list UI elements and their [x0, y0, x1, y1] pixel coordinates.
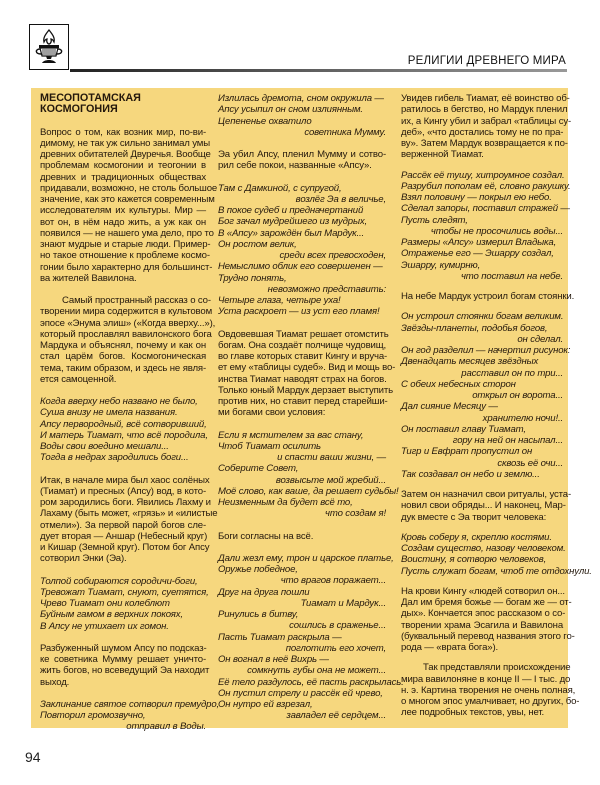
text-line: С обеих небесных сторон	[401, 378, 516, 390]
text-line: Дали жезл ему, трон и царское платье,	[218, 552, 394, 564]
paragraph	[401, 489, 572, 523]
text-line: о многом эпос умалчивает, но других, бо-	[401, 696, 580, 707]
text-line: советника Мумму.	[304, 126, 386, 138]
paragraph	[218, 328, 396, 419]
text-line: Тревожат Тиамат, снуют, суетятся,	[40, 586, 209, 598]
paragraph	[40, 642, 210, 688]
text-line: Так создавал он небо и землю...	[401, 468, 540, 480]
flaming-urn-icon	[33, 28, 65, 66]
text-line: мира вавилоняне в конце II — I тыс. до	[401, 673, 571, 685]
text-line: расставил он по три...	[461, 367, 563, 379]
text-line: сквозь её очи...	[497, 457, 563, 469]
column-1	[40, 92, 220, 744]
text-line: творении мира содержится в культовом	[40, 306, 213, 318]
text-line: Он ростом велик,	[218, 238, 297, 250]
text-line: Отраженье его — Эшарру создал,	[401, 248, 554, 260]
text-line: Буйным гамом в верхних покоях,	[40, 609, 183, 621]
verse-quote	[40, 575, 209, 632]
text-line: Чрево Тиамат они колеблют	[40, 598, 170, 609]
verse-quote	[40, 396, 206, 464]
paragraph	[401, 93, 572, 161]
text-line: Мардука и объяснял, почему и как он	[40, 340, 206, 351]
text-line: и Кишар (Земной круг). Потом бог Апсу	[40, 542, 210, 553]
text-line: Овдовевшая Тиамат решает отомстить	[218, 328, 389, 340]
paragraph	[401, 662, 580, 719]
section-logo	[29, 24, 69, 70]
text-line: димому, не так уж сильно занимал умы	[40, 137, 210, 149]
text-line: Излилась дремота, сном окружила —	[218, 93, 384, 104]
text-line: выход.	[40, 676, 70, 688]
text-line: Когда вверху небо названо не было,	[40, 396, 198, 407]
text-line: чтобы не просочились воды...	[430, 225, 563, 237]
header-rule	[70, 69, 567, 72]
text-line: И матерь Тиамат, что всё породила,	[40, 429, 208, 441]
text-line: знают мудрые и старые люди. Пример-	[40, 239, 211, 250]
text-line: ми богами свои условия:	[218, 407, 326, 419]
verse-quote	[218, 183, 386, 318]
text-line: гонии было характерно для большинст-	[40, 261, 213, 273]
text-line: Он год разделил — начертил рисунок:	[401, 345, 571, 356]
paragraph	[40, 295, 216, 385]
text-line: ва жителей Вавилона.	[40, 272, 137, 284]
text-line: ке советника Мумму решает уничто-	[40, 654, 206, 665]
paragraph	[218, 149, 386, 172]
text-line: их, а Кингу убил и забрал «таблицы су-	[401, 115, 572, 127]
text-line: Эшарру, кумирню,	[401, 259, 481, 271]
text-line: сотворил Энки (Эа).	[40, 553, 127, 565]
text-line: Кровь соберу я, скреплю костями.	[401, 531, 552, 543]
text-line: против них, но ставит перед старейши-	[218, 396, 388, 407]
text-line: деб», «что достались тому не по пра-	[401, 126, 564, 138]
text-line: во главе которых ставит Кингу и вруча-	[218, 351, 388, 362]
text-line: сошлись в сраженье...	[289, 620, 386, 632]
text-line: Эа убил Апсу, пленил Мумму и сотво-	[218, 149, 386, 160]
text-line: Он вогнал в неё Вихрь —	[218, 654, 329, 665]
text-line: лее подробных текстов, увы, нет.	[401, 707, 545, 719]
text-line: Увидев гибель Тиамат, её воинство об-	[401, 93, 570, 104]
text-line: Он устроил стоянки богам великим.	[401, 311, 564, 323]
text-line: Немыслимо облик его совершенен —	[218, 261, 383, 273]
text-line: Соберите Совет,	[218, 463, 299, 475]
section-heading	[40, 93, 206, 116]
text-line: что врагов поражает...	[280, 575, 386, 587]
text-line: гору на ней он насыпал...	[452, 435, 563, 446]
text-line: На крови Кингу «людей сотворил он...	[401, 585, 565, 597]
text-line: вот он, в нём надо жить, а уж как он	[40, 216, 206, 228]
text-line: Пусть следят,	[401, 214, 468, 226]
text-line: Затем он назначил свои ритуалы, уста-	[401, 489, 572, 500]
text-line: верженной Тиамат.	[401, 149, 484, 161]
verse-quote	[401, 531, 592, 577]
text-line: отмели»). За первой парой богов сле-	[40, 519, 206, 531]
running-title: РЕЛИГИИ ДРЕВНЕГО МИРА	[407, 55, 566, 67]
text-line: исследователям их культуры. Мир —	[40, 205, 206, 217]
text-line: хранителю ночи!..	[482, 412, 563, 424]
text-line: Её тело раздулось, её пасть раскрылась.	[218, 676, 404, 688]
text-line: Только юный Мардук дерзает выступить	[218, 384, 393, 396]
verse-quote	[218, 93, 386, 138]
text-line: Цепененье охватило	[218, 115, 312, 127]
text-line: Ринулись в битву,	[218, 609, 299, 620]
text-line: Он нутро ей взрезал,	[218, 699, 313, 710]
text-line: Итак, в начале мира был хаос солёных	[40, 474, 210, 486]
text-line: Апсу усыпил он сном излиянным.	[218, 104, 363, 116]
text-line: В Апсу не утихает их гомон.	[40, 620, 169, 632]
text-line: КОСМОГОНИЯ	[40, 103, 118, 116]
text-line: ратилось в бегство, но Мардук пленил	[401, 104, 568, 116]
text-line: рода — «врата бога»).	[401, 642, 498, 653]
paragraph	[40, 474, 218, 565]
text-line: рил себе покои, названные «Апсу».	[218, 160, 372, 172]
verse-quote	[218, 429, 399, 520]
text-line: проблемам космогонии и теогонии в	[40, 160, 206, 172]
text-line: невозможно представить:	[267, 283, 386, 295]
text-line: Друг на друга пошли	[218, 586, 310, 598]
text-line: ром зародились боги. Явились Лахму и	[40, 497, 211, 508]
text-line: Создам существо, назову человеком.	[401, 543, 566, 554]
text-line: Тиамат и Мардук...	[300, 597, 386, 609]
text-line: В покое судеб и предначертаний	[218, 205, 364, 216]
text-line: отправил в Воды.	[126, 721, 206, 733]
text-line: Размеры «Апсу» измерил Владыка,	[401, 237, 557, 248]
text-line: Дал сияние Месяцу —	[401, 401, 498, 413]
text-line: На небе Мардук устроил богам стоянки.	[401, 291, 575, 302]
text-line: Тогда в недрах зародились боги...	[40, 452, 189, 464]
text-line: Разрубил пополам её, словно ракушку.	[401, 180, 571, 192]
text-line: тема, таким образом, и здесь не явля-	[40, 362, 206, 374]
text-line: значение, как это кажется современным	[40, 194, 215, 205]
page-number: 94	[25, 749, 41, 765]
text-line: возвысьте мой жребий...	[275, 474, 386, 486]
text-line: который прославлял вавилонского бога	[40, 328, 212, 340]
text-line: среди всех превосходен,	[279, 250, 386, 261]
paragraph	[40, 126, 218, 285]
text-line: Неизменным да будет всё то,	[218, 497, 353, 508]
text-line: В «Апсу» зарождён был Мардук...	[218, 227, 365, 239]
text-line: и спасти ваши жизни, —	[277, 452, 386, 463]
text-line: но такое отношение к проблеме космо-	[40, 250, 210, 262]
text-line: Сделал запоры, поставил стражей —	[401, 203, 570, 215]
text-line: жить богов, но всеведущий Эа находит	[40, 665, 210, 677]
text-line: Тигр и Евфрат пропустил он	[401, 446, 533, 458]
text-line: Самый пространный рассказ о со-	[62, 295, 211, 306]
text-line: Двенадцать месяцев звёздных	[401, 356, 539, 368]
verse-quote	[401, 311, 571, 480]
text-line: Рассёк её тушу, хитроумное создал.	[401, 169, 565, 181]
text-line: древних и традиционных обществах	[40, 171, 206, 183]
text-line: Он поставил главу Тиамат,	[401, 423, 526, 435]
text-line: Если я мстителем за вас стану,	[218, 429, 364, 441]
text-line: Пасть Тиамат раскрыла —	[218, 631, 342, 643]
column-3	[401, 93, 592, 728]
column-2	[218, 93, 404, 733]
text-line: Воистину, я сотворю человеков,	[401, 554, 547, 566]
verse-quote	[218, 552, 404, 722]
text-line: Бог зачал мудрейшего из мудрых,	[218, 216, 368, 228]
text-line: творении храма Эсагила и Вавилона	[401, 619, 563, 631]
text-line: дует вторая — Аншар (Небесный круг)	[40, 530, 208, 542]
text-line: (буквальный перевод названия этого го-	[401, 630, 575, 642]
text-line: Дал им бремя божье — богам же — от-	[401, 597, 572, 608]
text-line: эпосе «Энума элиш» («Когда вверху...»),	[40, 317, 216, 329]
verse-quote	[40, 698, 220, 733]
text-line: Там с Дамкиной, с супругой,	[218, 182, 342, 194]
text-line: открыл он ворота...	[472, 390, 563, 401]
text-line: дук вместе с Эа творит человека:	[401, 511, 547, 523]
text-line: дых». Кончается эпос рассказом о со-	[401, 608, 566, 620]
text-line: Уста раскроет — из уст его пламя!	[218, 306, 380, 318]
text-line: ву». Затем Мардук возвращается к по-	[401, 138, 568, 149]
text-line: стал царём богов. Космогоническая	[40, 351, 206, 363]
text-line: появился — не нашего ума дело, про то	[40, 227, 214, 239]
text-line: богам. Она создаёт полчище чудовищ,	[218, 339, 386, 351]
text-line: Трудно понять,	[218, 272, 287, 284]
text-line: Заклинание святое сотворил премудро,	[40, 698, 220, 710]
text-line: что создам я!	[325, 508, 386, 520]
text-line: Толпой собираются сородичи-боги,	[40, 575, 198, 587]
text-line: поглотить его хочет,	[285, 642, 386, 654]
text-line: придавали, возможно, не столь большое	[40, 182, 218, 194]
text-line: Суша внизу не имела названия.	[40, 407, 178, 419]
text-line: Моё слово, как ваше, да решает судьбы!	[218, 485, 399, 497]
text-line: Взял половину — покрыл ею небо.	[401, 192, 552, 203]
text-line: сомкнуть губы она не может...	[247, 665, 386, 677]
text-line: МЕСОПОТАМСКАЯ	[40, 92, 141, 104]
text-line: Боги согласны на всё.	[218, 530, 314, 542]
text-line: Лахаму (быть может, «грязь» и «илистые	[40, 508, 218, 520]
text-line: Оружье победное,	[218, 564, 298, 575]
text-line: новил свои обряды... И наконец, Мар-	[401, 500, 566, 512]
verse-quote	[401, 169, 571, 283]
text-line: инства Тиамат наводят страх на богов.	[218, 373, 387, 385]
paragraph	[401, 585, 575, 654]
text-line: Вопрос о том, как возник мир, по-ви-	[40, 126, 206, 138]
text-line: ется самоценной.	[40, 373, 117, 385]
text-line: Разбуженный шумом Апсу по подсказ-	[40, 642, 207, 654]
text-line: возлёг Эа в величье,	[295, 193, 386, 205]
text-line: Чтоб Тиамат осилить	[218, 440, 321, 452]
paragraph	[401, 291, 575, 302]
text-line: н. э. Картина творения не очень полная,	[401, 684, 576, 696]
text-line: Пусть служат богам, чтоб те отдохнули.	[401, 565, 592, 577]
text-line: завладел её сердцем...	[286, 710, 386, 722]
text-line: Повторил громозвучно,	[40, 710, 146, 721]
paragraph	[218, 531, 386, 542]
text-line: Так представляли происхождение	[423, 662, 571, 674]
text-line: Апсу первородный, всё сотворивший,	[40, 418, 207, 430]
text-line: Четыре глаза, четыре уха!	[218, 295, 341, 306]
text-line: Он пустил стрелу и рассёк ей чрево,	[218, 687, 383, 699]
text-line: он сделал.	[517, 333, 563, 345]
text-line: Воды свои воедино мешали...	[40, 441, 169, 452]
text-line: (Тиамат) и пресных (Апсу) вод, в кото-	[40, 485, 206, 497]
text-line: что поставил на небе.	[460, 270, 563, 282]
text-line: ет ему «таблицы судеб». Вид и мощь во-	[218, 362, 396, 374]
text-line: Звёзды-планеты, подобья богов,	[401, 322, 548, 334]
text-line: древних обитателей Двуречья. Вообще	[40, 149, 211, 160]
